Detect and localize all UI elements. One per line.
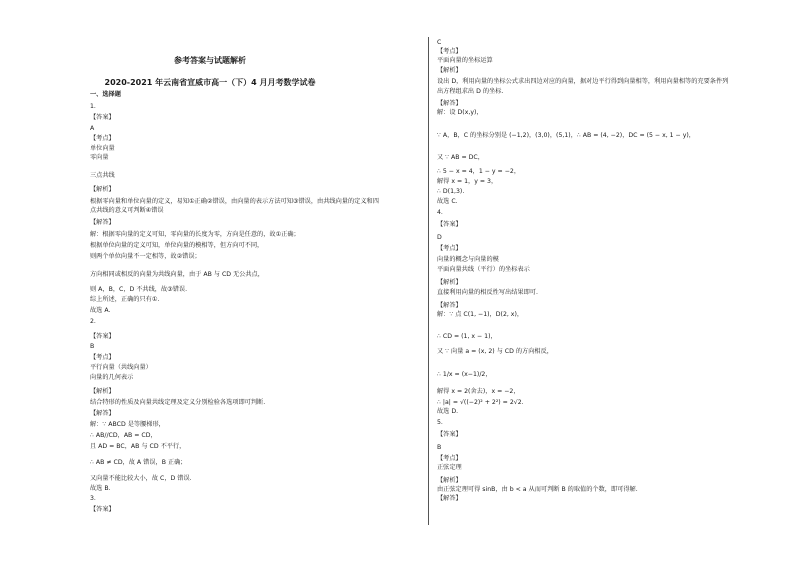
- right-line: 【解析】: [437, 477, 462, 484]
- right-line: 解：设 D(x,y)，: [437, 109, 483, 116]
- right-line: ∵ A，B，C 的坐标分别是 (−1,2)，(3,0)，(5,1)，∴ AB = (4, −2)，DC = (5 − x, 1 − y)，: [437, 132, 695, 139]
- left-line: 【解析】: [90, 186, 115, 193]
- right-line: 平面向量的坐标运算: [437, 57, 493, 64]
- right-line: 由正弦定理可得 sinB，由 b < a 从而可判断 B 的取值的个数，即可得解.: [437, 486, 638, 493]
- right-line: D: [437, 234, 442, 241]
- left-line: 【答案】: [90, 114, 115, 121]
- right-line: 【解析】: [437, 279, 462, 286]
- left-line: 【解析】: [90, 388, 115, 395]
- left-line: 向量的几何表示: [90, 374, 134, 381]
- left-line: 【答案】: [90, 506, 115, 513]
- left-line: ∴ AB ≠ CD，故 A 错误，B 正确；: [90, 459, 187, 466]
- left-line: 1.: [90, 103, 96, 110]
- right-line: 平面向量共线（平行）的坐标表示: [437, 266, 530, 273]
- right-line: 故选 D.: [437, 408, 459, 415]
- right-line: 【考点】: [437, 245, 462, 252]
- left-line: 【解答】: [90, 219, 115, 226]
- left-line: 故选 A.: [90, 307, 111, 314]
- exam-title: 2020-2021 年云南省宣威市高一（下）4 月月考数学试卷: [104, 78, 316, 87]
- left-line: A: [90, 125, 95, 132]
- left-line: 点共线的意义可判断④错误: [90, 207, 164, 214]
- left-line: 【解答】: [90, 410, 115, 417]
- left-line: 方向相同或相反的向量为共线向量，由于 AB 与 CD 无公共点，: [90, 271, 264, 278]
- left-line: 单位向量: [90, 145, 115, 152]
- right-line: 设出 D，利用向量的坐标公式求出四边对应的向量，据对边平行得到向量相等，利用向量相等的充要条件列: [437, 78, 729, 85]
- right-line: ∴ 5 − x = 4，1 − y = −2，: [437, 168, 521, 175]
- left-line: 故选 B.: [90, 485, 111, 492]
- right-line: 4.: [437, 209, 443, 216]
- right-line: ∴ 1/x = (x−1)/2，: [437, 371, 492, 378]
- left-line: 根据零向量和单位向量的定义，易知①正确②错误，由向量的表示方法可知③错误，由共线向量的定义和四: [90, 198, 379, 205]
- right-line: 【答案】: [437, 221, 462, 228]
- left-line: 根据单位向量的定义可知，单位向量的模相等，但方向可不同，: [90, 242, 264, 249]
- left-line: 2.: [90, 318, 96, 325]
- right-line: ∴ |a| = √((−2)² + 2²) = 2√2.: [437, 399, 524, 406]
- right-line: 【考点】: [437, 48, 462, 55]
- right-line: ∴ CD = (1, x − 1)，: [437, 333, 497, 340]
- left-line: 综上所述，正确的只有①.: [90, 296, 160, 303]
- right-line: 5.: [437, 419, 443, 426]
- right-line: 又 ∵ 向量 a = (x, 2) 与 CD 的方向相反，: [437, 348, 553, 355]
- right-line: 解得 x = 1，y = 3，: [437, 178, 498, 185]
- right-line: ∴ D(1,3).: [437, 188, 465, 195]
- left-line: 解：∵ ABCD 是等腰梯形，: [90, 421, 165, 428]
- left-line: 【答案】: [90, 333, 115, 340]
- left-line: 又向量不能比较大小，故 C，D 错误.: [90, 475, 192, 482]
- left-line: 3.: [90, 495, 96, 502]
- left-line: 解：根据零向量的定义可知，零向量的长度为零，方向是任意的，故①正确；: [90, 231, 300, 238]
- left-line: 【考点】: [90, 354, 115, 361]
- left-line: 零向量: [90, 154, 109, 161]
- right-line: 出方程组求出 D 的坐标.: [437, 88, 504, 95]
- right-line: 【解答】: [437, 495, 462, 502]
- right-line: C: [437, 39, 442, 46]
- right-line: 【解答】: [437, 302, 462, 309]
- right-line: 直接利用向量的相反性写出结果即可.: [437, 289, 538, 296]
- right-line: 【考点】: [437, 455, 462, 462]
- right-line: B: [437, 444, 442, 451]
- left-line: 三点共线: [90, 172, 115, 179]
- left-line: B: [90, 343, 95, 350]
- right-line: 又 ∵ AB = DC，: [437, 154, 484, 161]
- left-line: ∴ AB//CD，AB = CD，: [90, 432, 157, 439]
- right-line: 【解答】: [437, 100, 462, 107]
- left-line: 【考点】: [90, 135, 115, 142]
- right-line: 向量的概念与向量的模: [437, 256, 499, 263]
- section-heading: 一、选择题: [90, 91, 121, 98]
- right-line: 解得 x = 2(舍去)，x = −2，: [437, 388, 520, 395]
- right-line: 正弦定理: [437, 464, 462, 471]
- right-line: 【解析】: [437, 67, 462, 74]
- left-line: 平行向量（共线向量）: [90, 364, 152, 371]
- right-line: 故选 C.: [437, 198, 458, 205]
- right-line: 解：∵ 点 C(1, −1)，D(2, x)，: [437, 311, 524, 318]
- left-line: 则两个单位向量不一定相等，故②错误；: [90, 253, 201, 260]
- column-divider: [428, 37, 429, 525]
- page-title: 参考答案与试题解析: [174, 56, 246, 65]
- left-line: 则 A，B，C，D 不共线，故③错误.: [90, 286, 188, 293]
- left-line: 且 AD = BC，AB 与 CD 不平行，: [90, 443, 186, 450]
- left-line: 结合特形的性质及向量共线定理及定义分别检验各选项即可判断.: [90, 399, 266, 406]
- right-line: 【答案】: [437, 431, 462, 438]
